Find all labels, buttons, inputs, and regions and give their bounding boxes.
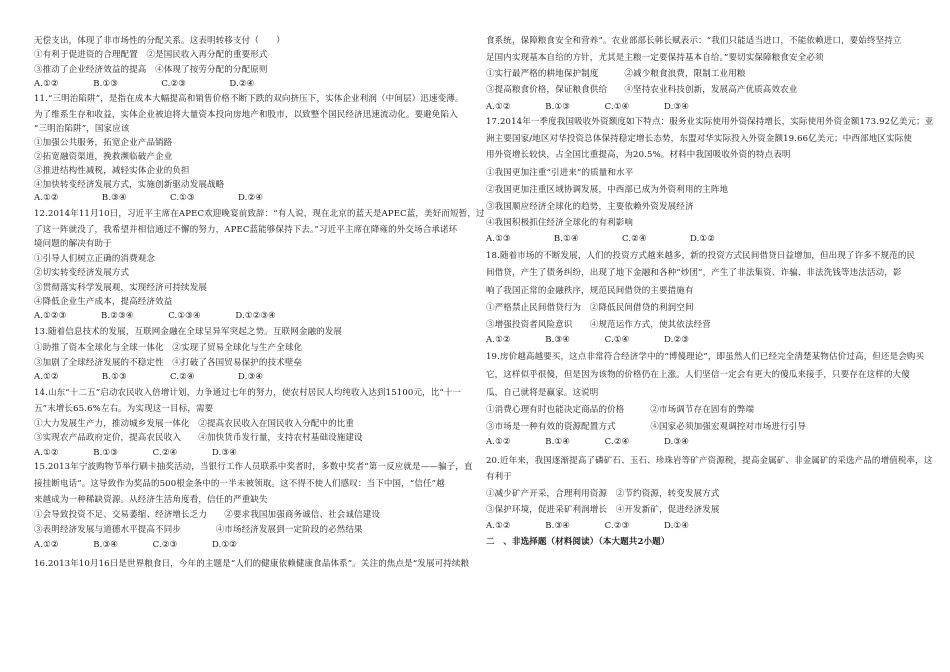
- left-line-13: 12.2014年11月10日，习近平主席在APEC欢迎晚宴前致辞：“有人说，现在北京的蓝天是APEC蓝，美好而短暂，过: [34, 209, 485, 219]
- right-line-20: 19.房价越高越要买，这点非常符合经济学中的“博傻理论”，即虽然人们已经完全清楚某物估价过高，但还是会购买: [486, 352, 925, 362]
- right-line-29: ③保护环境，促进采矿利润增长 ④开发新矿，促进经济发展: [486, 505, 720, 515]
- left-line-7: “三明治陷阱”，国家应该: [34, 124, 130, 134]
- left-line-3: ③推动了企业经济效益的提高 ④体现了按劳分配的分配原则: [34, 65, 268, 75]
- left-line-16: ①引导人们树立正确的消费观念: [34, 254, 156, 264]
- right-line-5: A.①② B.①③ C.①④ D.③④: [486, 102, 690, 112]
- right-line-14: 18.随着市场的不断发展，人们的投资方式越来越多，新的投资方式民间借贷日益增加，但出现了许多不规范的民: [486, 251, 916, 261]
- right-line-23: ①消费心理有时也能决定商品的价格 ②市场调节存在固有的弊端: [486, 405, 755, 415]
- right-line-18: ③增强投资者风险意识 ④规范运作方式，使其依法经营: [486, 320, 711, 330]
- left-line-33: ①会导致投资不足、交易萎缩、经济增长乏力 ②要求我国加强商务诚信、社会诚信建设: [34, 510, 381, 520]
- left-line-36: 16.2013年10月16日是世界粮食日，今年的主题是“人们的健康依赖健康食品体系”。关注的焦点是“发展可持续粮: [34, 559, 470, 569]
- right-line-30: A.①② B.③④ C.②③ D.①④: [486, 521, 690, 531]
- left-line-18: ③贯彻落实科学发展观，实现经济可持续发展: [34, 283, 208, 293]
- left-line-34: ③表明经济发展与道德水平提高不同步 ④市场经济发展到一定阶段的必然结果: [34, 525, 363, 535]
- left-line-2: ①有利于促进资的合理配置 ②是国民收入再分配的重要形式: [34, 50, 268, 60]
- left-line-24: A.①② B.①③ C.②④ D.③④: [34, 372, 264, 382]
- left-line-15: 境问题的解决有助于: [34, 239, 112, 249]
- left-line-12: A.①② B.③④ C.①③ D.②④: [34, 193, 264, 203]
- right-line-12: ④我国积极抓住经济全球化的有利影响: [486, 218, 634, 228]
- left-line-27: ①大力发展生产力，推动城乡发展一体化 ②提高农民收入在国民收入分配中的比重: [34, 419, 355, 429]
- left-line-25: 14.山东“十二五”启动农民收入倍增计划，力争通过七年的努力，使农村居民人均纯收入达到15100元，比“十一: [34, 388, 462, 398]
- left-line-29: A.①② B.①③ C.②④ D.③④: [34, 448, 238, 458]
- left-line-17: ②切实转变经济发展方式: [34, 268, 130, 278]
- right-line-27: 有利于: [486, 472, 512, 482]
- left-line-1: 无偿支出，体现了非市场性的分配关系。这表明转移支付（ ）: [34, 36, 285, 46]
- right-line-3: ①实行最严格的耕地保护制度 ②减少粮食浪费，限制工业用粮: [486, 69, 746, 79]
- left-line-10: ③推进结构性减税，减轻实体企业的负担: [34, 166, 190, 176]
- right-line-17: ①严格禁止民间借贷行为 ②降低民间借贷的利润空间: [486, 303, 694, 313]
- left-line-5: 11.“三明治陷阱”，是指在成本大幅提高和销售价格不断下跌的双向挤压下，实体企业利润（中间层）迅速变薄。: [34, 94, 464, 104]
- left-line-4: A.①② B.①③ C.②③ D.②④: [34, 79, 255, 89]
- left-line-19: ④降低企业生产成本，提高经济效益: [34, 297, 173, 307]
- left-line-8: ①加强公共服务，拓宽企业产品销路: [34, 138, 173, 148]
- right-line-2: 足国内实现基本自给的方针，尤其是主粮一定要保持基本自给。”要切实保障粮食安全必须: [486, 53, 824, 63]
- left-line-32: 来越成为一种稀缺资源。从经济生活角度看，信任的严重缺失: [34, 495, 268, 505]
- right-line-8: 用外资增长较快，占全国比重提高，为20.5%。材料中我国吸收外资的特点表明: [486, 150, 791, 160]
- left-line-9: ②拓宽融资渠道，挽救濒临破产企业: [34, 152, 173, 162]
- right-line-15: 间借贷，产生了债务纠纷，出现了地下金融和各种“炒团”，产生了非法集资、诈骗、非法洗钱等违法活动，影: [486, 268, 902, 278]
- left-line-20: A.①②③ B.②③④ C.①③④ D.①②③④: [34, 311, 276, 321]
- left-line-6: 为了维系生存和收益，实体企业被迫将大量资本投向房地产和股市，以致整个国民经济迅速流动化。要避免陷入: [34, 110, 458, 120]
- right-line-28: ①减少矿产开采，合理利用资源 ②节约资源，转变发展方式: [486, 489, 720, 499]
- left-line-35: A.①② B.③④ C.②③ D.①②: [34, 540, 238, 550]
- right-line-7: 洲主要国家/地区对华投资总体保持稳定增长态势，东盟对华实际投入外资金额19.66亿美元；中西部地区实际使: [486, 134, 913, 144]
- left-line-14: 了这一阵就没了，我希望并相信通过不懈的努力，APEC蓝能够保持下去。”习近平主席在降雍的外交场合承诺环: [34, 225, 458, 235]
- right-line-6: 17.2014年一季度我国吸收外资额度如下特点：服务业实际使用外资保持增长，实际使用外资金额173.92亿美元；亚: [486, 117, 934, 127]
- left-line-26: 五”末增长65.6%左右。为实现这一目标，需要: [34, 404, 214, 414]
- left-line-11: ④加快转变经济发展方式，实施创新驱动发展战略: [34, 180, 225, 190]
- right-line-21: 它，这样似乎很傻，但是因为该物的价格仍在上涨。人们坚信一定会有更大的傻瓜来接手，只要存在这样的大傻: [486, 370, 910, 380]
- right-line-1: 食系统，保障粮食安全和营养”。农业部部长韩长赋表示：“我们只能适当进口，不能依赖进口，要始终坚持立: [486, 36, 902, 46]
- right-line-10: ②我国更加注重区域协调发展，中西部已成为外资利用的主阵地: [486, 185, 729, 195]
- right-line-25: A.①② B.①④ C.②④ D.③④: [486, 437, 690, 447]
- right-line-11: ③我国顺应经济全球化的趋势，主要依赖外资发展经济: [486, 202, 694, 212]
- right-line-9: ①我国更加注重“引进来”的质量和水平: [486, 168, 634, 178]
- left-line-21: 13.随着信息技术的发展，互联网金融在全球呈异军突起之势。互联网金融的发展: [34, 327, 343, 337]
- left-line-31: 接挂断电话”。这导致作为奖品的500根金条中的一半未被领取。这不得不使人们感叹：当下中国，“信任”越: [34, 479, 445, 489]
- right-line-26: 20.近年来，我国逐渐提高了磷矿石、玉石、珍珠岩等矿产资源税，提高金属矿、非金属矿的采选产品的增值税率，这: [486, 456, 933, 466]
- right-line-16: 响了我国正常的金融秩序，规范民间借贷的主要措施有: [486, 286, 694, 296]
- left-line-30: 15.2013年宁波购物节举行刷卡抽奖活动，当银行工作人员联系中奖者时，多数中奖者“第一反应就是——骗子，直: [34, 462, 473, 472]
- right-line-4: ③提高粮食价格，保证粮食供给 ④坚持农业科技创新，发展高产优质高效农业: [486, 85, 798, 95]
- right-line-22: 瓜，自己就将是赢家。这说明: [486, 388, 599, 398]
- right-line-19: A.①② B.③④ C.①④ D.②③: [486, 335, 690, 345]
- right-line-24: ③市场是一种有效的资源配置方式 ④国家必须加强宏观调控对市场进行引导: [486, 422, 807, 432]
- left-line-22: ①助推了资本全球化与全球一体化 ②实现了贸易全球化与生产全球化: [34, 343, 303, 353]
- section-heading: 二 、非选择题（材料阅读）（本大题共2小题）: [486, 537, 670, 547]
- right-line-13: A.①③ B.①④ C.②④ D.①②: [486, 234, 716, 244]
- left-line-23: ③加剧了全球经济发展的不稳定性 ④打破了各国贸易保护的技术壁垒: [34, 358, 303, 368]
- left-line-28: ③实现农产品政府定价，提高农民收入 ④加快货币发行量，支持农村基础设施建设: [34, 433, 363, 443]
